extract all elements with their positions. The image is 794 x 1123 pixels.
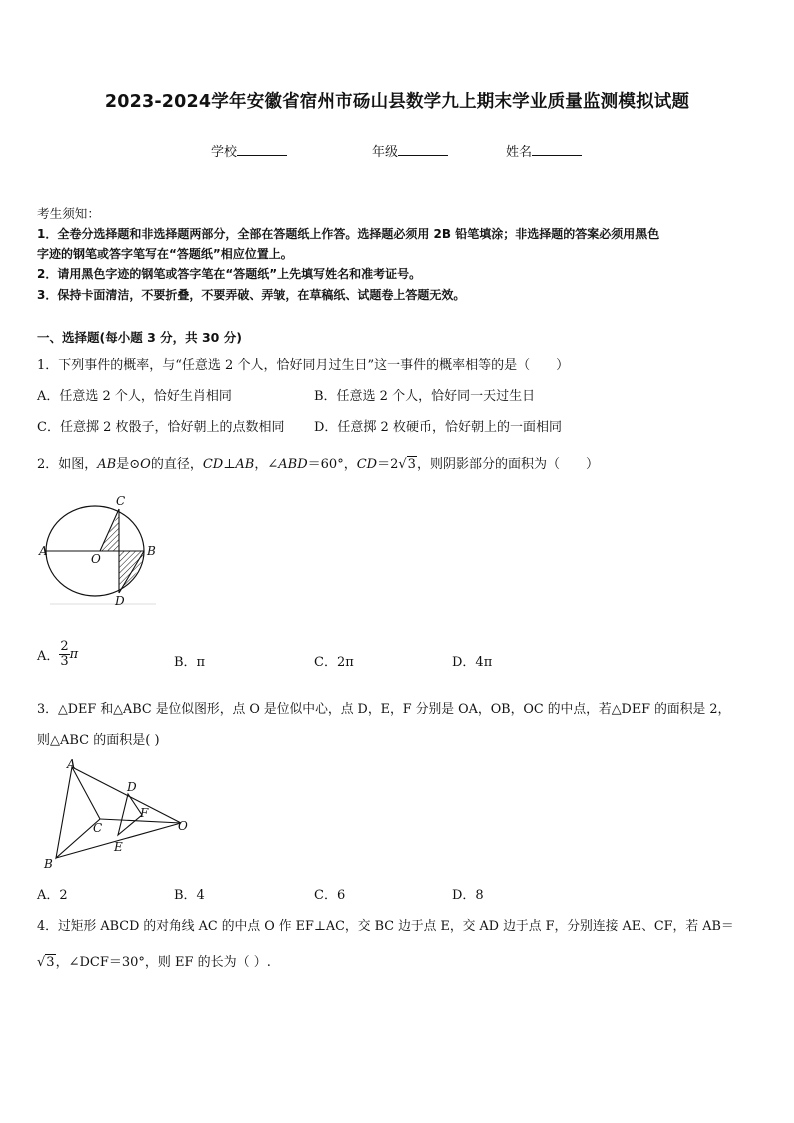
name-label: 姓名	[506, 145, 533, 160]
fraction-denominator: 3	[60, 654, 69, 669]
q2-circle-figure	[36, 492, 166, 610]
sqrt-radicand: 3	[407, 457, 416, 472]
q2-stem-var: O	[140, 457, 151, 472]
q3-homothety-figure	[36, 755, 196, 873]
q3-option-c: C．6	[314, 888, 346, 903]
q2-stem-text: 2．如图，	[37, 457, 98, 472]
q4-stem-line-1: 4．过矩形 ABCD 的对角线 AC 的中点 O 作 EF⊥AC，交 BC 边于点 E，交 AD 边于点 F，分别连接 AE、CF，若 AB＝	[37, 919, 734, 934]
ray-ao	[72, 767, 181, 823]
school-label: 学校	[211, 145, 238, 160]
fraction-two-thirds	[59, 640, 69, 669]
q2-option-a	[37, 640, 78, 669]
q3-option-b: B．4	[174, 888, 205, 903]
point-label-f: F	[140, 806, 149, 820]
q2-stem-text: 的直径，	[150, 457, 203, 472]
q1-option-a: A．任意选 2 个人，恰好生肖相同	[37, 389, 232, 404]
grade-blank	[398, 143, 448, 156]
fraction-numerator: 2	[60, 639, 69, 654]
notice-heading: 考生须知：	[37, 206, 100, 221]
point-label-d: D	[127, 780, 137, 794]
q2-stem	[37, 453, 599, 472]
school-blank	[237, 143, 287, 156]
q3-option-d: D．8	[452, 888, 484, 903]
sqrt-radicand: 3	[46, 955, 55, 970]
point-label-a: A	[39, 544, 48, 558]
q2-stem-var: AB	[97, 457, 117, 472]
name-field	[506, 141, 582, 160]
point-label-c: C	[93, 821, 103, 835]
q2-stem-text: ＝2	[377, 457, 399, 472]
q4-stem-line-2	[37, 951, 271, 970]
q2-option-d: D．4π	[452, 655, 493, 670]
q3-stem-line-2: 则△ABC 的面积是( )	[37, 733, 160, 748]
section-heading: 一、选择题(每小题 3 分，共 30 分)	[37, 330, 242, 345]
sqrt-symbol: √3	[37, 955, 55, 970]
triangle-def	[118, 794, 142, 835]
school-field	[211, 141, 287, 160]
triangle-abc	[56, 767, 103, 858]
q1-option-b: B．任意选 2 个人，恰好同一天过生日	[314, 389, 536, 404]
notice-line-1a: 1．全卷分选择题和非选择题两部分，全部在答题纸上作答。选择题必须用 2B 铅笔填涂；非选择题的答案必须用黑色	[37, 227, 660, 241]
q1-option-c: C．任意掷 2 枚骰子，恰好朝上的点数相同	[37, 420, 285, 435]
notice-line-3: 3．保持卡面清洁，不要折叠，不要弄破、弄皱，在草稿纸、试题卷上答题无效。	[37, 288, 466, 302]
q4-stem-text: ，∠DCF＝30°，则 EF 的长为（ ）.	[55, 955, 271, 970]
q1-stem: 1．下列事件的概率，与“任意选 2 个人，恰好同月过生日”这一事件的概率相等的是（ ）	[37, 358, 570, 373]
q2-option-c: C．2π	[314, 655, 354, 670]
pi-symbol: π	[69, 647, 79, 662]
q3-option-a: A．2	[37, 888, 68, 903]
point-label-d: D	[115, 594, 125, 608]
name-blank	[532, 143, 582, 156]
sqrt-symbol: √3	[398, 457, 416, 472]
option-label: A．	[37, 649, 60, 664]
notice-line-2: 2．请用黑色字迹的钢笔或答字笔在“答题纸”上先填写姓名和准考证号。	[37, 267, 422, 281]
point-label-e: E	[114, 840, 123, 854]
point-label-b: B	[147, 544, 156, 558]
q2-stem-text: ＝60°，	[307, 457, 357, 472]
point-label-o: O	[178, 819, 188, 833]
point-label-c: C	[116, 494, 126, 508]
grade-field	[372, 141, 448, 160]
q2-option-b: B．π	[174, 655, 206, 670]
point-label-b: B	[44, 857, 53, 871]
q2-stem-text: 是⊙	[116, 457, 141, 472]
notice-line-1b: 字迹的钢笔或答字笔写在“答题纸”相应位置上。	[37, 247, 293, 261]
q2-stem-text: ，则阴影部分的面积为（ ）	[416, 457, 599, 472]
page-title: 2023-2024学年安徽省宿州市砀山县数学九上期末学业质量监测模拟试题	[104, 92, 690, 112]
point-label-o: O	[91, 552, 101, 566]
q2-stem-var: CD⊥AB	[202, 457, 255, 472]
q1-option-d: D．任意掷 2 枚硬币，恰好朝上的一面相同	[314, 420, 562, 435]
q3-stem-line-1: 3．△DEF 和△ABC 是位似图形，点 O 是位似中心，点 D，E，F 分别是 OA，OB，OC 的中点，若△DEF 的面积是 2，	[37, 702, 731, 717]
q2-stem-var: CD	[356, 457, 378, 472]
q2-stem-var: ABD	[278, 457, 308, 472]
point-label-a: A	[67, 757, 76, 771]
q2-stem-text: ，∠	[254, 457, 279, 472]
grade-label: 年级	[372, 145, 399, 160]
